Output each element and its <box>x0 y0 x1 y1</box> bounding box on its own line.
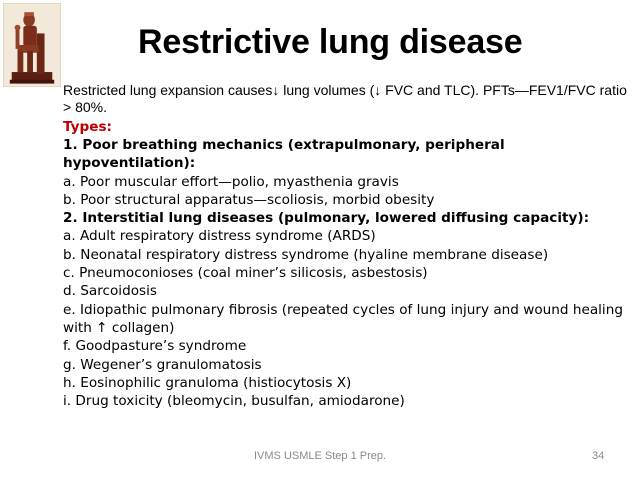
page-number: 34 <box>592 450 605 462</box>
section1-item-b: b. Poor structural apparatus—scoliosis, morbid obesity <box>63 191 435 208</box>
slide-title: Restrictive lung disease <box>138 23 523 61</box>
section2-item-b: b. Neonatal respiratory distress syndrome (hyaline membrane disease) <box>63 246 549 263</box>
seated-statue-logo-icon <box>3 3 61 87</box>
section2-item-a: a. Adult respiratory distress syndrome (ARDS) <box>63 228 376 245</box>
section2-heading: 2. Interstitial lung diseases (pulmonary, lowered diffusing capacity): <box>63 210 590 227</box>
section1-heading: 1. Poor breathing mechanics (extrapulmonary, peripheral hypoventilation): <box>63 137 505 172</box>
section2-item-g: g. Wegener’s granulomatosis <box>63 356 262 373</box>
section2-item-d: d. Sarcoidosis <box>63 283 157 300</box>
intro-text: Restricted lung expansion causes↓ lung volumes (↓ FVC and TLC). PFTs—FEV1/FVC ratio > 80%. <box>63 82 627 115</box>
section2-item-h: h. Eosinophilic granuloma (histiocytosis X) <box>63 374 352 391</box>
footer-text: IVMS USMLE Step 1 Prep. <box>254 450 387 462</box>
types-heading: Types: <box>63 119 112 135</box>
section2-item-i: i. Drug toxicity (bleomycin, busulfan, amiodarone) <box>63 393 405 410</box>
section2-item-c: c. Pneumoconioses (coal miner’s silicosis, asbestosis) <box>63 265 428 282</box>
section1-item-a: a. Poor muscular effort—polio, myasthenia gravis <box>63 173 399 190</box>
section2-item-f: f. Goodpasture’s syndrome <box>63 338 247 355</box>
slide-body <box>63 82 631 410</box>
section2-item-e: e. Idiopathic pulmonary fibrosis (repeated cycles of lung injury and wound healing with ↑ collagen) <box>63 301 623 336</box>
